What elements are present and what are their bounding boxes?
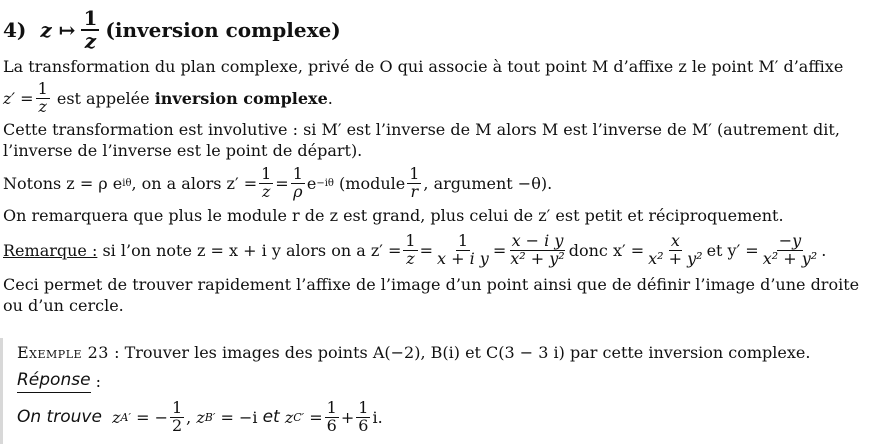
answer-comma: , [186,407,192,427]
answer-zB: z [196,407,205,427]
fraction-denominator: x² + y² [762,248,818,268]
example-label: Exemple 23 [17,342,109,362]
fraction-denominator: x + i y [437,248,489,268]
document-page [3,4,889,316]
paragraph-involutive-line2: l’inverse de l’inverse est le point de départ). [3,141,363,160]
section-fraction [81,8,99,52]
polar-text-b: , on a alors z′ = [131,173,258,193]
fraction-numerator: 1 [171,397,183,417]
remarque-text-c: et y′ = [706,240,759,260]
fraction-numerator: −y [778,230,802,250]
paragraph-remarque [3,226,889,274]
remarque-end: . [821,240,827,260]
fraction-numerator: x [670,230,680,250]
definition-end: . [327,88,333,108]
fraction-denominator: 2 [171,415,183,435]
fraction-numerator: 1 [457,230,469,250]
answer-plus: + [340,407,355,427]
fraction-denominator: z [84,29,97,53]
polar-fraction-3 [407,163,421,201]
section-map: z ↦ [40,17,76,42]
polar-exponent-2: −iθ [316,177,334,189]
answer-zC-fraction-1 [325,397,339,435]
polar-exponent-1: iθ [122,177,132,189]
example-statement [17,338,886,366]
fraction-numerator: 1 [261,163,272,183]
answer-zC-end: i. [372,407,383,427]
remarque-text-a: si l’on note z = x + i y alors on a z′ = [102,240,402,260]
answer-zC-sub: C′ [293,410,305,424]
answer-zB-sub: B′ [204,410,216,424]
fraction-numerator: 1 [358,397,369,417]
remarque-fraction-2 [435,230,491,268]
remarque-equals-2: = [492,240,507,260]
polar-text-a: Notons z = ρ e [3,173,123,193]
reponse-header [17,366,886,396]
paragraph-remark-module: On remarquera que plus le module r de z est grand, plus celui de z′ est petit et réciproquement. [3,206,784,225]
fraction-denominator: ρ [293,181,303,201]
fraction-numerator: 1 [37,78,48,98]
definition-lhs: z′ = [3,88,34,108]
polar-e: e [306,173,317,193]
example-text: : Trouver les images des points A(−2), B(i) et C(3 − 3 i) par cette inversion complexe. [114,342,811,362]
polar-text-argument: , argument −θ). [423,173,553,193]
example-box [0,338,886,444]
answer-zA-fraction [170,397,184,435]
fraction-denominator: r [410,181,419,201]
fraction-denominator: 6 [358,415,369,435]
fraction-numerator: 1 [292,163,303,183]
section-number: 4) [3,17,27,42]
section-name: (inversion complexe) [105,17,341,42]
answer-zA-eq: = − [136,407,168,427]
answer-zB-eq: = −i [220,407,258,427]
paragraph-usage-line1: Ceci permet de trouver rapidement l’affixe de l’image d’un point ainsi que de définir l’image d’une droite [3,275,860,294]
paragraph-involutive-line1: Cette transformation est involutive : si M′ est l’inverse de M alors M est l’inverse de M′ (autrement dit, [3,120,840,139]
answer-zA: z [112,407,121,427]
fraction-numerator: 1 [405,230,416,250]
fraction-numerator: x − i y [511,230,564,250]
fraction-denominator: x² + y² [510,248,565,268]
paragraph-polar [3,161,889,205]
fraction-denominator: 6 [326,415,337,435]
polar-text-module: (module [339,173,406,193]
answer-et: et [262,407,280,427]
polar-fraction-2 [291,163,305,201]
paragraph-usage-line2: ou d’un cercle. [3,296,124,315]
remarque-fraction-1 [403,230,417,268]
fraction-denominator: x² + y² [648,248,703,268]
reponse-answer [17,396,886,438]
remarque-text-b: donc x′ = [568,240,645,260]
on-trouve: On trouve [17,407,102,427]
reponse-colon: : [95,371,102,391]
fraction-numerator: 1 [409,163,420,183]
section-title [3,4,889,56]
remarque-label: Remarque : [3,240,98,260]
answer-zA-sub: A′ [120,410,131,424]
polar-fraction-1 [259,163,273,201]
remarque-fraction-3 [508,230,566,268]
fraction-denominator: z [261,181,271,201]
remarque-fraction-4 [646,230,704,268]
paragraph-definition-line2 [3,77,889,119]
answer-zC: z [284,407,294,427]
fraction-denominator: z [406,248,415,268]
answer-zC-eq: = [309,407,323,427]
paragraph-definition-line1: La transformation du plan complexe, privé de O qui associe à tout point M d’affixe z le point M′ d’affixe [3,57,844,76]
remarque-fraction-5 [761,230,819,268]
fraction-numerator: 1 [326,397,337,417]
remarque-equals-1: = [419,240,433,260]
definition-term: inversion complexe [154,88,328,108]
fraction-denominator: z [38,96,47,116]
definition-text: est appelée [56,88,150,108]
definition-fraction [36,78,50,116]
fraction-numerator: 1 [83,6,98,30]
polar-equals: = [275,173,289,193]
reponse-label: Réponse [17,370,91,393]
answer-zC-fraction-2 [356,397,370,435]
